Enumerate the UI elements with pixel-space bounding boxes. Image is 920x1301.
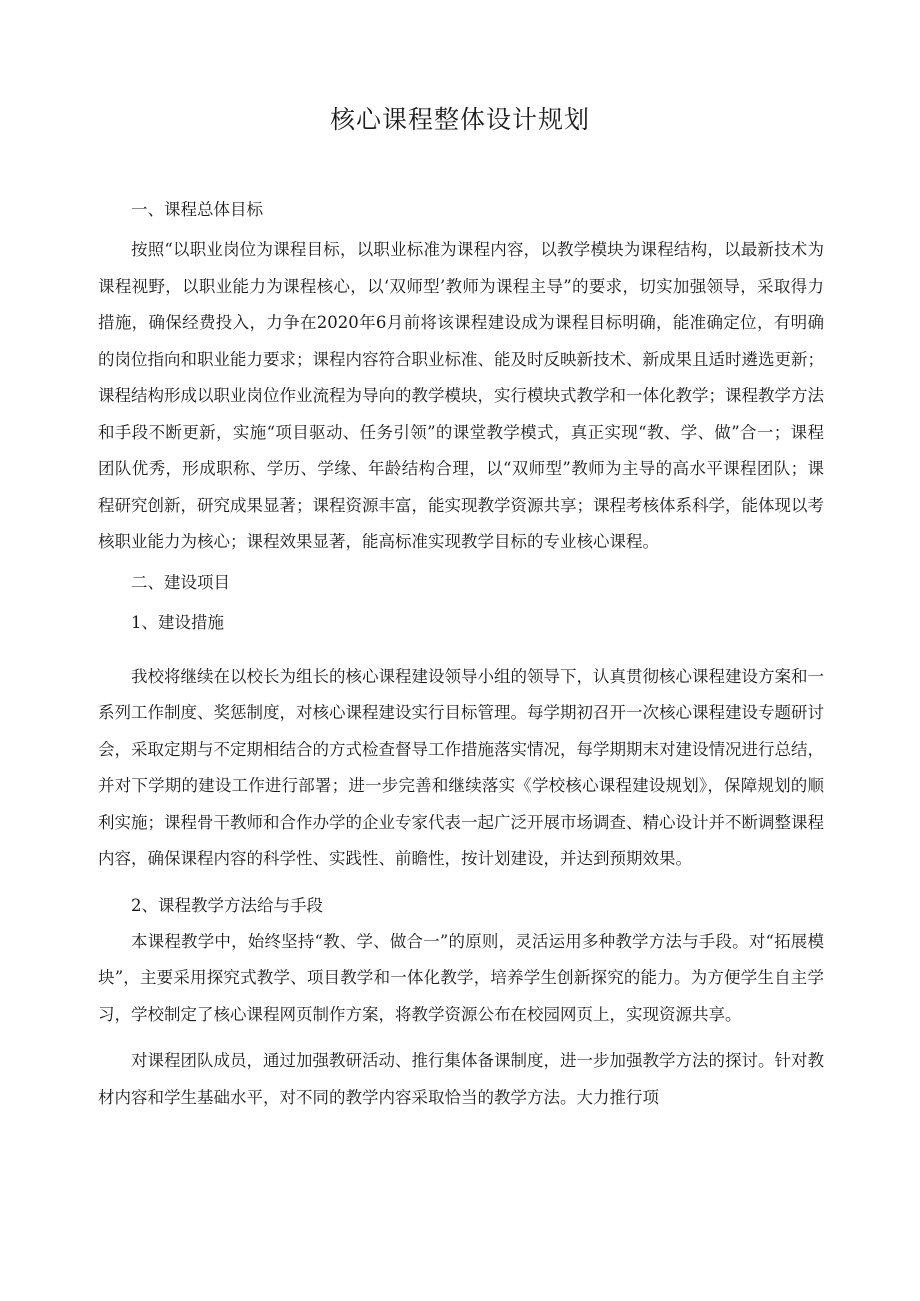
paragraph-measures: 我校将继续在以校长为组长的核心课程建设领导小组的领导下，认真贯彻核心课程建设方案和一系列工作制度、奖惩制度，对核心课程建设实行目标管理。每学期初召开一次核心课程建设专题研讨会，采取定期与不定期相结合的方式检查督导工作措施落实情况，每学期期末对建设情况进行总结，并对下学期的建设工作进行部署；进一步完善和继续落实《学校核心课程建设规划》，保障规划的顺利实施；课程骨干教师和合作办学的企业专家代表一起广泛开展市场调查、精心设计并不断调整课程内容，确保课程内容的科学性、实践性、前瞻性，按计划建设，并达到预期效果。: [98, 666, 824, 868]
document-title: 核心课程整体设计规划: [329, 105, 590, 134]
paragraph-course-team: 对课程团队成员，通过加强教研活动、推行集体备课制度，进一步加强教学方法的探讨。针对教材内容和学生基础水平，对不同的教学内容采取恰当的教学方法。大力推行项: [98, 1051, 824, 1107]
paragraph-teaching-methods: 本课程教学中，始终坚持“教、学、做合一”的原则，灵活运用多种教学方法与手段。对“拓展模块”，主要采用探究式教学、项目教学和一体化教学，培养学生创新探究的能力。为方便学生自主学习，学校制定了核心课程网页制作方案，将教学资源公布在校园网页上，实现资源共享。: [98, 931, 824, 1024]
subsection-heading-measures: 1、建设措施: [131, 612, 224, 632]
paragraph-course-goals: 按照“以职业岗位为课程目标，以职业标准为课程内容，以教学模块为课程结构，以最新技术为课程视野，以职业能力为课程核心，以‘双师型’教师为课程主导”的要求，切实加强领导，采取得力措施，确保经费投入，力争在2020年6月前将该课程建设成为课程目标明确，能准确定位，有明确的岗位指向和职业能力要求；课程内容符合职业标准、能及时反映新技术、新成果且适时遴选更新；课程结构形成以职业岗位作业流程为导向的教学模块，实行模块式教学和一体化教学；课程教学方法和手段不断更新，实施“项目驱动、任务引领”的课堂教学模式，真正实现“教、学、做”合一；课程团队优秀，形成职称、学历、学缘、年龄结构合理，以“双师型”教师为主导的高水平课程团队；课程研究创新，研究成果显著；课程资源丰富，能实现教学资源共享；课程考核体系科学，能体现以考核职业能力为核心；课程效果显著，能高标准实现教学目标的专业核心课程。: [98, 240, 824, 551]
subsection-heading-teaching-methods: 2、课程教学方法给与手段: [131, 895, 323, 915]
document-body: [98, 192, 824, 1116]
section-heading-construction-items: 二、建设项目: [131, 572, 230, 592]
section-heading-course-goals: 一、课程总体目标: [131, 200, 263, 219]
